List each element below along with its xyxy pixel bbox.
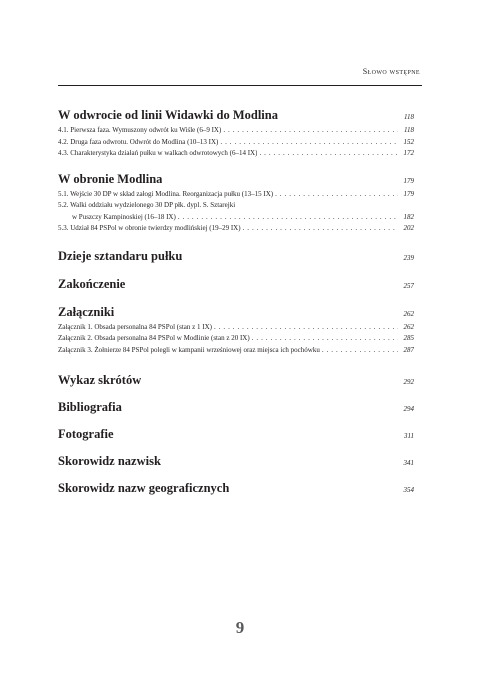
toc-page-number: 341 (403, 459, 414, 467)
toc-subsection[interactable] (58, 148, 414, 160)
toc-chapter-bibliography[interactable] (58, 400, 414, 417)
toc-appendix-entry[interactable] (58, 333, 414, 345)
toc-chapter-title: W odwrocie od linii Widawki do Modlina (58, 108, 278, 122)
toc-page-number: 287 (403, 345, 414, 354)
toc-chapter-banner-history[interactable] (58, 249, 414, 266)
toc-chapter-title: Wykaz skrótów (58, 373, 142, 387)
toc-chapter-retreat[interactable] (58, 108, 414, 125)
toc-page-number: 202 (403, 224, 414, 232)
toc-chapter-title: Bibliografia (58, 400, 122, 414)
header-rule (58, 85, 422, 86)
toc-chapter-modlin-defence[interactable] (58, 172, 414, 189)
toc-page-number: 262 (403, 322, 414, 331)
dot-leader (220, 137, 398, 144)
dot-leader (178, 212, 398, 219)
dot-leader (252, 333, 398, 340)
dot-leader (243, 223, 398, 230)
toc-subsection-title: 4.3. Charakterystyka działań pułku w walkach odwrotowych (6–14 IX) (58, 149, 258, 157)
toc-chapter-title: Dzieje sztandaru pułku (58, 248, 183, 263)
toc-page-number: 118 (404, 113, 414, 121)
dot-leader (184, 253, 398, 260)
toc-appendix-entry[interactable] (58, 322, 414, 334)
table-of-contents (58, 96, 414, 498)
page-number: 9 (235, 618, 245, 637)
running-head: Słowo wstępne (362, 67, 420, 76)
toc-subsection[interactable] (58, 137, 414, 149)
toc-page-number: 292 (403, 378, 414, 386)
dot-leader (163, 458, 398, 465)
toc-chapter-title: Skorowidz nazw geograficznych (58, 481, 230, 495)
toc-chapter-title: W obronie Modlina (58, 171, 163, 186)
toc-subsection-title: 5.1. Wejście 30 DP w skład załogi Modlina. Reorganizacja pułku (13–15 IX) (58, 189, 274, 198)
toc-page-number: 262 (403, 309, 414, 318)
toc-subsection-title: 4.2. Druga faza odwrotu. Odwrót do Modlina (10–13 IX) (58, 137, 219, 146)
toc-subsection-title: Załącznik 2. Obsada personalna 84 PSPol w Modlinie (stan z 20 IX) (58, 334, 250, 342)
toc-page-number: 172 (403, 149, 414, 157)
dot-leader (143, 377, 398, 384)
toc-page-number: 152 (403, 137, 414, 146)
dot-leader (231, 485, 398, 492)
toc-chapter-name-index[interactable] (58, 454, 414, 471)
dot-leader (214, 322, 398, 329)
dot-leader (322, 345, 398, 352)
dot-leader (124, 404, 398, 411)
dot-leader (127, 281, 398, 288)
dot-leader (116, 431, 398, 438)
dot-leader (280, 112, 398, 119)
dot-leader (275, 189, 398, 196)
toc-chapter-geographic-index[interactable] (58, 481, 414, 498)
dot-leader (259, 148, 398, 155)
toc-subsection[interactable] (58, 189, 414, 201)
toc-subsection-title: 5.3. Udział 84 PSPol w obronie twierdzy modlińskiej (19–29 IX) (58, 224, 241, 232)
dot-leader (223, 125, 398, 132)
toc-page-number: 257 (403, 281, 414, 290)
toc-page-number: 118 (404, 126, 414, 134)
toc-subsection-title: 4.1. Pierwsza faza. Wymuszony odwrót ku Wiśle (6–9 IX) (58, 126, 222, 134)
toc-chapter-conclusion[interactable] (58, 277, 414, 294)
toc-subsection-title-line[interactable]: 5.2. Walki oddziału wydzielonego 30 DP płk. dypl. S. Sztarejki (58, 201, 236, 209)
toc-chapter-abbreviations[interactable] (58, 373, 414, 390)
toc-page-number: 239 (403, 253, 414, 262)
toc-chapter-title: Zakończenie (58, 276, 126, 291)
toc-chapter-photographs[interactable] (58, 427, 414, 444)
dot-leader (164, 176, 398, 183)
toc-page-number: 294 (403, 405, 414, 413)
toc-appendix-entry[interactable] (58, 345, 414, 357)
toc-subsection[interactable] (58, 223, 414, 235)
toc-page-number: 179 (403, 176, 414, 185)
toc-subsection-continuation[interactable] (58, 212, 414, 224)
dot-leader (116, 309, 398, 316)
toc-chapter-title: Fotografie (58, 427, 114, 441)
toc-page-number: 311 (404, 432, 414, 440)
toc-subsection[interactable] (58, 125, 414, 137)
toc-page-number: 354 (403, 486, 414, 494)
toc-page-number: 179 (403, 189, 414, 198)
toc-chapter-title: Skorowidz nazwisk (58, 454, 161, 468)
toc-chapter-title: Załączniki (58, 304, 115, 319)
toc-subsection-title: Załącznik 3. Żołnierze 84 PSPol polegli w kampanii wrześniowej oraz miejsca ich pochówku (58, 345, 320, 354)
toc-subsection-title: Załącznik 1. Obsada personalna 84 PSPol (stan z 1 IX) (58, 322, 212, 331)
toc-page-number: 285 (403, 334, 414, 342)
toc-subsection-title: w Puszczy Kampinoskiej (16–18 IX) (72, 212, 176, 221)
toc-chapter-appendices[interactable] (58, 305, 414, 322)
toc-page-number: 182 (403, 212, 414, 221)
